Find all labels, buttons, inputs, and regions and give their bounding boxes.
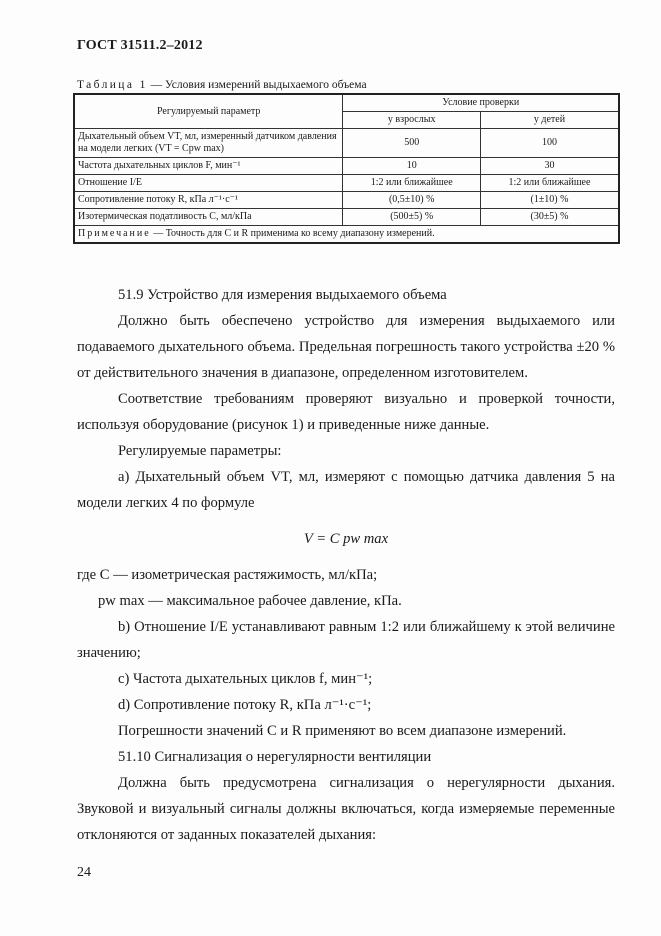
head-param: Регулируемый параметр	[74, 94, 343, 129]
body-upper	[77, 282, 615, 614]
paragraph: Соответствие требованиям проверяют визуально и проверкой точности, используя оборудование (рисунок 1) и приведенные ниже данные.	[77, 391, 615, 433]
list-item-d: d) Сопротивление потоку R, кПа л⁻¹·с⁻¹;	[118, 697, 372, 713]
head-adults: у взрослых	[343, 112, 481, 129]
table-head-row	[74, 94, 619, 112]
paragraph: Должно быть обеспечено устройство для измерения выдыхаемого или подаваемого дыхательного объема. Предельная погрешность такого устройства ±20 % от действительного значения в диапазоне, определенном изготовителем.	[77, 313, 615, 381]
body-lower	[77, 614, 615, 848]
row-children: (1±10) %	[480, 192, 619, 209]
row-param: Изотермическая податливость C, мл/кПа	[74, 209, 343, 226]
row-param: Отношение I/E	[74, 175, 343, 192]
table-row	[74, 129, 619, 158]
table-row	[74, 175, 619, 192]
row-adults: (500±5) %	[343, 209, 481, 226]
row-children: 1:2 или ближайшее	[480, 175, 619, 192]
table-note	[74, 226, 619, 244]
head-condition: Условие проверки	[343, 94, 619, 112]
row-adults: 1:2 или ближайшее	[343, 175, 481, 192]
table-note-row	[74, 226, 619, 244]
table-row	[74, 192, 619, 209]
note-text: — Точность для C и R применима ко всему диапазону измерений.	[150, 228, 435, 239]
formula: V = C pw max	[303, 531, 389, 547]
note-label: Примечание	[78, 228, 151, 239]
conditions-table	[73, 93, 620, 244]
row-children: 30	[480, 158, 619, 175]
table-row	[74, 209, 619, 226]
row-param: Дыхательный объем VT, мл, измеренный датчиком давления на модели легких (VT = Cpw max)	[74, 129, 343, 158]
row-adults: (0,5±10) %	[343, 192, 481, 209]
section-heading-51-10: 51.10 Сигнализация о нерегулярности вентиляции	[118, 749, 432, 765]
row-children: 100	[480, 129, 619, 158]
document-header: ГОСТ 31511.2–2012	[77, 38, 203, 53]
list-item-c: c) Частота дыхательных циклов f, мин⁻¹;	[118, 671, 373, 687]
row-children: (30±5) %	[480, 209, 619, 226]
table-row	[74, 158, 619, 175]
row-param: Сопротивление потоку R, кПа л⁻¹·с⁻¹	[74, 192, 343, 209]
where-line-2: pw max — максимальное рабочее давление, кПа.	[98, 593, 402, 609]
table-caption-label: Таблица 1	[77, 79, 148, 91]
row-param: Частота дыхательных циклов F, мин⁻¹	[74, 158, 343, 175]
row-adults: 10	[343, 158, 481, 175]
row-adults: 500	[343, 129, 481, 158]
paragraph: Погрешности значений C и R применяют во всем диапазоне измерений.	[118, 723, 567, 739]
head-children: у детей	[480, 112, 619, 129]
list-item-a: a) Дыхательный объем VT, мл, измеряют с помощью датчика давления 5 на модели легких 4 по формуле	[77, 469, 615, 511]
paragraph: Должна быть предусмотрена сигнализация о нерегулярности дыхания. Звуковой и визуальный сигналы должны включаться, когда измеряемые переменные отклоняются от заданных показателей дыхания:	[77, 775, 615, 843]
section-heading-51-9: 51.9 Устройство для измерения выдыхаемого объема	[118, 287, 447, 303]
paragraph: Регулируемые параметры:	[118, 443, 282, 459]
where-line-1: где C — изометрическая растяжимость, мл/кПа;	[77, 567, 378, 583]
table-caption	[77, 79, 367, 91]
table-caption-text: — Условия измерений выдыхаемого объема	[147, 79, 367, 91]
list-item-b: b) Отношение I/E устанавливают равным 1:2 или ближайшему к этой величине значению;	[77, 619, 615, 661]
page-number: 24	[77, 865, 91, 880]
